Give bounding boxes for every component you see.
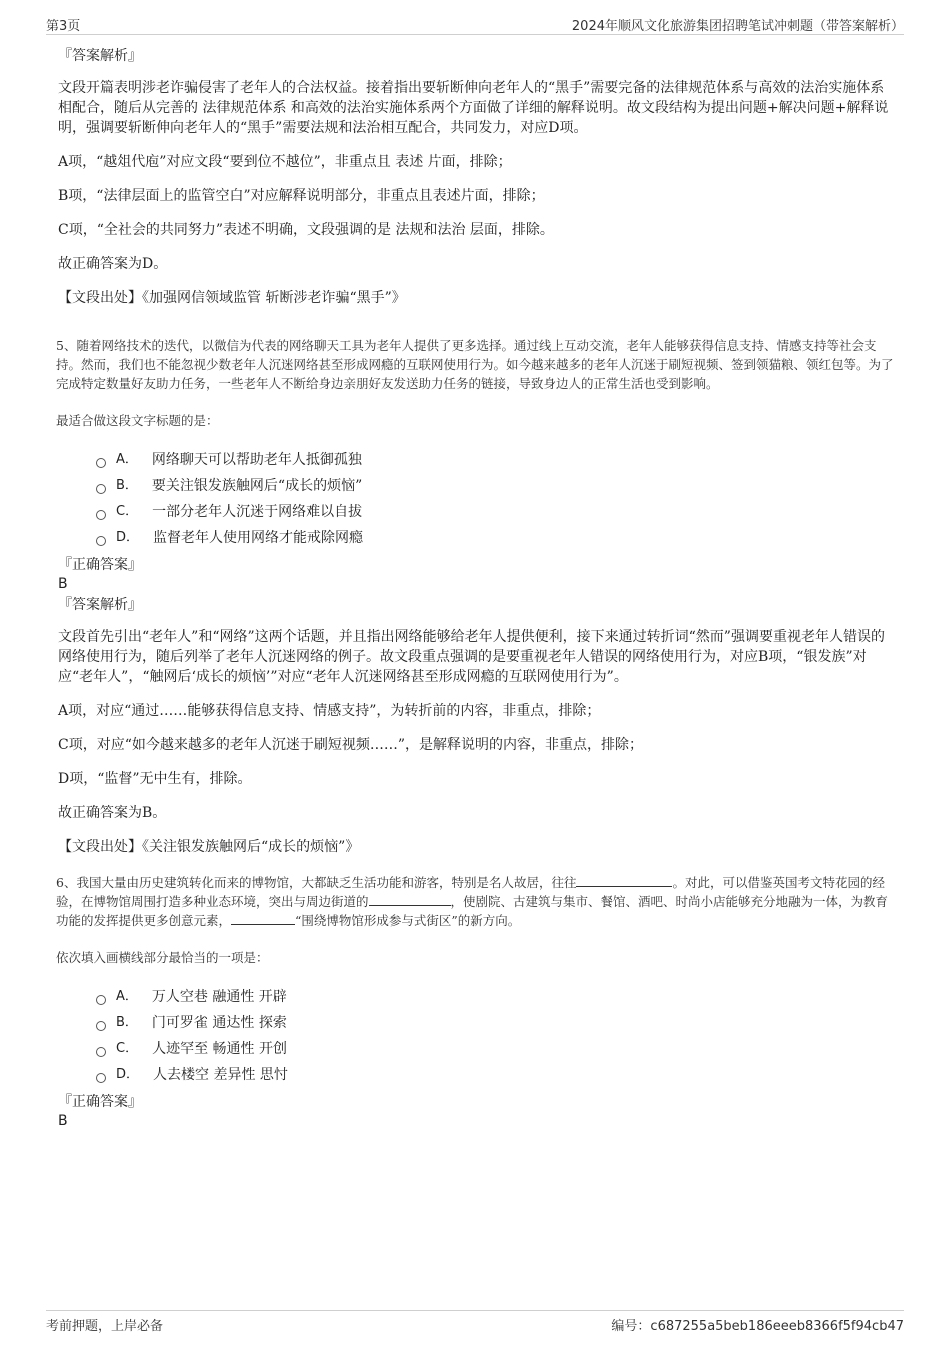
- page-footer: [46, 1310, 904, 1333]
- analysis-conclusion: 故正确答案为B。: [58, 805, 167, 821]
- analysis-option-a: A项，对应“通过……能够获得信息支持、情感支持”，为转折前的内容，非重点，排除；: [58, 703, 601, 719]
- page-number: 第3页: [46, 19, 81, 34]
- analysis-option-a: A项，“越俎代庖”对应文段“要到位不越位”，非重点且 表述 片面，排除；: [58, 154, 512, 170]
- option-letter: C．: [116, 1041, 139, 1056]
- option-b[interactable]: [96, 473, 896, 499]
- document-title: 2024年顺风文化旅游集团招聘笔试冲刺题（带答案解析）: [571, 19, 904, 34]
- option-letter: D．: [116, 530, 140, 545]
- radio-icon[interactable]: [96, 510, 106, 520]
- radio-icon[interactable]: [96, 484, 106, 494]
- radio-icon[interactable]: [96, 458, 106, 468]
- option-text: 人迹罕至 畅通性 开创: [152, 1041, 287, 1057]
- analysis-option-d: D项，“监督”无中生有，排除。: [58, 771, 252, 787]
- question-6-prompt: 依次填入画横线部分最恰当的一项是：: [56, 950, 269, 965]
- option-text: 要关注银发族触网后“成长的烦恼”: [151, 478, 363, 494]
- option-text: 人去楼空 差异性 思忖: [153, 1067, 288, 1083]
- footer-slogan: 考前押题，上岸必备: [46, 1319, 164, 1334]
- correct-answer: B: [58, 1113, 68, 1129]
- document-code: 编号：c687255a5beb186eeeb8366f5f94cb47: [611, 1319, 904, 1334]
- question-6-stem: [56, 873, 896, 930]
- analysis-option-c: C项，“全社会的共同努力”表述不明确，文段强调的是 法规和法治 层面，排除。: [58, 222, 554, 238]
- correct-answer: B: [58, 576, 68, 592]
- fill-blank-1: [576, 874, 672, 887]
- source-citation: 【文段出处】《加强网信领域监管 斩断涉老诈骗“黑手”》: [58, 290, 406, 306]
- analysis-paragraph: 文段首先引出“老年人”和“网络”这两个话题，并且指出网络能够给老年人提供便利，接下来通过转折词“然而”强调要重视老年人错误的网络使用行为，随后列举了老年人沉迷网络的例子。故文段重点强调的是要重视老年人错误的网络使用行为，对应B项，“银发族”对应“老年人”，“触网后‘成长的烦恼’”对应“老年人沉迷网络甚至形成网瘾的互联网使用行为”。: [58, 629, 885, 685]
- correct-answer-label: 『正确答案』: [58, 1094, 142, 1110]
- stem-text: “围绕博物馆形成参与式街区”的新方向。: [295, 913, 521, 928]
- option-a[interactable]: [96, 984, 896, 1010]
- radio-icon[interactable]: [96, 995, 106, 1005]
- option-c[interactable]: [96, 499, 896, 525]
- radio-icon[interactable]: [96, 536, 106, 546]
- radio-icon[interactable]: [96, 1073, 106, 1083]
- option-letter: A．: [116, 452, 138, 467]
- option-letter: D．: [116, 1067, 140, 1082]
- analysis-option-c: C项，对应“如今越来越多的老年人沉迷于刷短视频……”，是解释说明的内容，非重点，排除；: [58, 737, 644, 753]
- question-6-options: [96, 984, 896, 1088]
- analysis-label: 『答案解析』: [58, 597, 142, 613]
- option-text: 万人空巷 融通性 开辟: [151, 989, 287, 1005]
- stem-text: ，使剧院、古建筑与集市、餐馆、酒吧、时尚小店能够充分地融为一体，为教育功能的发挥提供更多创意元素，: [56, 894, 889, 928]
- option-c[interactable]: [96, 1036, 896, 1062]
- option-text: 网络聊天可以帮助老年人抵御孤独: [151, 452, 362, 468]
- radio-icon[interactable]: [96, 1021, 106, 1031]
- question-5-stem: 5、随着网络技术的迭代，以微信为代表的网络聊天工具为老年人提供了更多选择。通过线上互动交流，老年人能够获得信息支持、情感支持等社会支持。然而，我们也不能忽视少数老年人沉迷网络甚至形成网瘾的互联网使用行为。如今越来越多的老年人沉迷于刷短视频、签到领猫粮、领红包等。为了完成特定数量好友助力任务，一些老年人不断给身边亲朋好友发送助力任务的链接，导致身边人的正常生活也受到影响。: [56, 338, 894, 391]
- option-letter: C．: [116, 504, 139, 519]
- question-5-options: [96, 447, 896, 551]
- analysis-option-b: B项，“法律层面上的监管空白”对应解释说明部分，非重点且表述片面，排除；: [58, 188, 545, 204]
- option-d[interactable]: [96, 1062, 896, 1088]
- source-citation: 【文段出处】《关注银发族触网后“成长的烦恼”》: [58, 839, 360, 855]
- option-text: 监督老年人使用网络才能戒除网瘾: [153, 530, 364, 546]
- option-letter: B．: [116, 478, 138, 493]
- option-text: 门可罗雀 通达性 探索: [151, 1015, 287, 1031]
- analysis-label: 『答案解析』: [58, 48, 142, 64]
- question-5-prompt: 最适合做这段文字标题的是：: [56, 413, 219, 428]
- stem-text: 6、我国大量由历史建筑转化而来的博物馆，大都缺乏生活功能和游客，特别是名人故居，往往: [56, 875, 577, 890]
- correct-answer-label: 『正确答案』: [58, 557, 142, 573]
- option-letter: B．: [116, 1015, 138, 1030]
- option-a[interactable]: [96, 447, 896, 473]
- stem-text: 。对此，可以借鉴英国考文特花园的经验，在博物馆周围打造多种业态环境，突出与周边街道的: [56, 875, 885, 909]
- analysis-conclusion: 故正确答案为D。: [58, 256, 168, 272]
- radio-icon[interactable]: [96, 1047, 106, 1057]
- option-b[interactable]: [96, 1010, 896, 1036]
- document-body: [56, 44, 896, 1130]
- option-d[interactable]: [96, 525, 896, 551]
- option-letter: A．: [116, 989, 138, 1004]
- page-header: [46, 14, 904, 35]
- fill-blank-2: [369, 893, 451, 906]
- analysis-paragraph: 文段开篇表明涉老诈骗侵害了老年人的合法权益。接着指出要斩断伸向老年人的“黑手”需要完备的法律规范体系与高效的法治实施体系相配合，随后从完善的 法律规范体系 和高效的法治实施体系两个方面做了详细的解释说明。故文段结构为提出问题+解决问题+解释说明，强调要斩断伸向老年人的“黑手”需要法规和法治相互配合，共同发力，对应D项。: [58, 80, 889, 136]
- fill-blank-3: [231, 912, 295, 925]
- option-text: 一部分老年人沉迷于网络难以自拔: [152, 504, 363, 520]
